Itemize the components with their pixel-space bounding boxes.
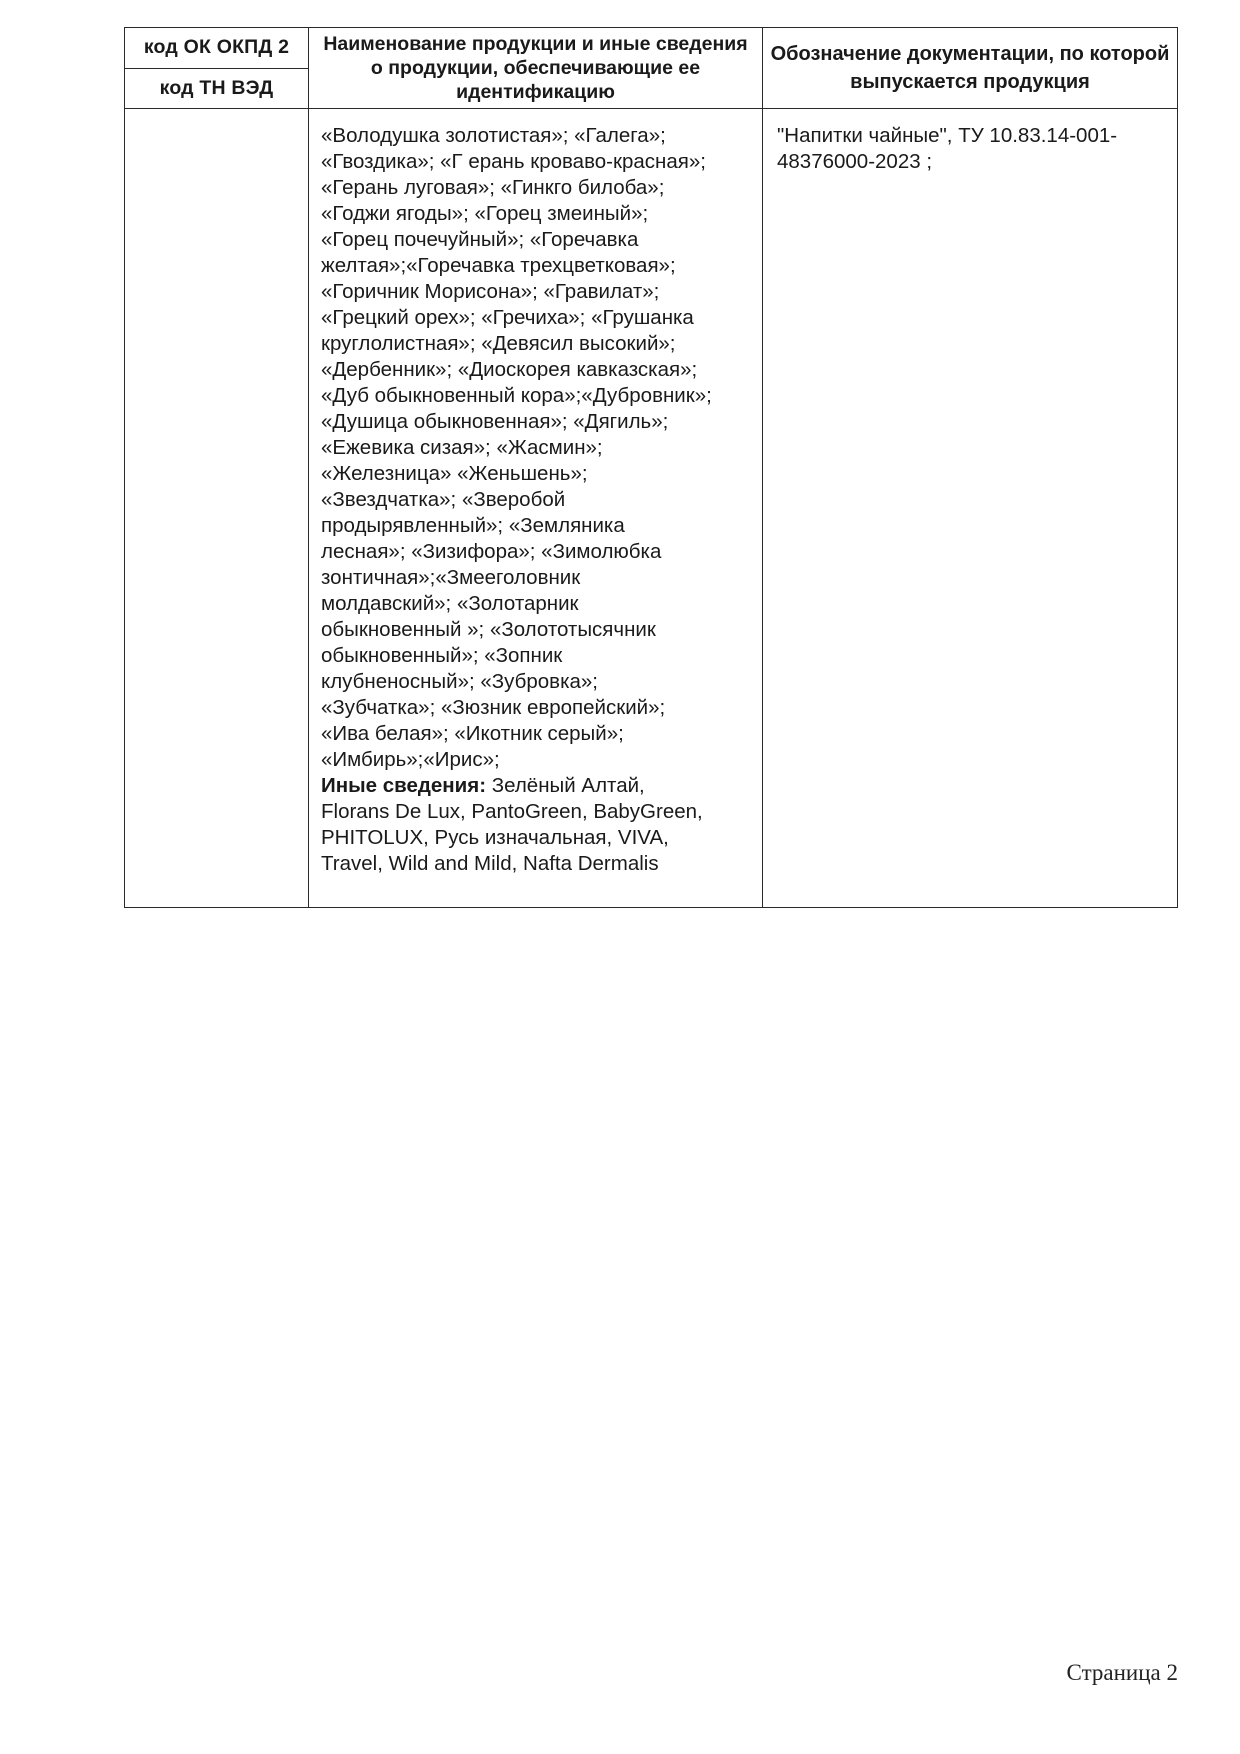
header-code-okpd: код ОК ОКПД 2 <box>125 28 309 69</box>
documentation-cell <box>763 109 1178 908</box>
text-line: «Имбирь»;«Ирис»; <box>321 748 500 771</box>
header-product-name: Наименование продукции и иные сведения о продукции, обеспечивающие ее идентификацию <box>309 28 763 109</box>
text-line: "Напитки чайные", ТУ 10.83.14-001- <box>777 124 1118 147</box>
text-line: «Дуб обыкновенный кора»;«Дубровник»; <box>321 384 712 407</box>
text-line: Travel, Wild and Mild, Nafta Dermalis <box>321 852 659 875</box>
table-row <box>125 109 1178 908</box>
code-cell <box>125 109 309 908</box>
page-number: Страница 2 <box>1066 1660 1178 1685</box>
extra-info-label: Иные сведения: <box>321 774 487 797</box>
text-line: «Володушка золотистая»; «Галега»; <box>321 124 666 147</box>
text-line: «Ива белая»; «Икотник серый»; <box>321 722 624 745</box>
text-line: «Душица обыкновенная»; «Дягиль»; <box>321 410 669 433</box>
header-code-tnved: код ТН ВЭД <box>125 68 309 109</box>
text-line: PHITOLUX, Русь изначальная, VIVA, <box>321 826 669 849</box>
text-line: 48376000-2023 ; <box>777 150 933 173</box>
text-line: обыкновенный »; «Золототысячник <box>321 618 656 641</box>
text-line: «Железница» «Женьшень»; <box>321 462 588 485</box>
text-line: Зелёный Алтай, <box>486 774 645 797</box>
text-line: Florans De Lux, PantoGreen, BabyGreen, <box>321 800 703 823</box>
text-line: «Герань луговая»; «Гинкго билоба»; <box>321 176 665 199</box>
products-cell <box>309 109 763 908</box>
text-line: лесная»; «Зизифора»; «Зимолюбка <box>321 540 662 563</box>
header-documentation: Обозначение документации, по которой выпускается продукция <box>763 28 1178 109</box>
text-line: продырявленный»; «Земляника <box>321 514 625 537</box>
documentation-text <box>777 123 1169 175</box>
text-line: «Дербенник»; «Диоскорея кавказская»; <box>321 358 698 381</box>
header-row <box>125 28 1178 69</box>
text-line: «Горичник Морисона»; «Гравилат»; <box>321 280 660 303</box>
text-line: «Горец почечуйный»; «Горечавка <box>321 228 639 251</box>
text-line: «Годжи ягоды»; «Горец змеиный»; <box>321 202 649 225</box>
text-line: обыкновенный»; «Зопник <box>321 644 563 667</box>
text-line: «Зубчатка»; «Зюзник европейский»; <box>321 696 666 719</box>
text-line: зонтичная»;«Змееголовник <box>321 566 581 589</box>
text-line: «Звездчатка»; «Зверобой <box>321 488 566 511</box>
text-line: «Ежевика сизая»; «Жасмин»; <box>321 436 603 459</box>
extra-info <box>321 773 754 877</box>
text-line: круглолистная»; «Девясил высокий»; <box>321 332 676 355</box>
text-line: клубненосный»; «Зубровка»; <box>321 670 598 693</box>
text-line: молдавский»; «Золотарник <box>321 592 579 615</box>
text-line: «Грецкий орех»; «Гречиха»; «Грушанка <box>321 306 694 329</box>
text-line: «Гвоздика»; «Г ерань кроваво-красная»; <box>321 150 706 173</box>
text-line: желтая»;«Горечавка трехцветковая»; <box>321 254 676 277</box>
products-list <box>321 123 754 773</box>
certificate-annex-table <box>124 27 1178 908</box>
